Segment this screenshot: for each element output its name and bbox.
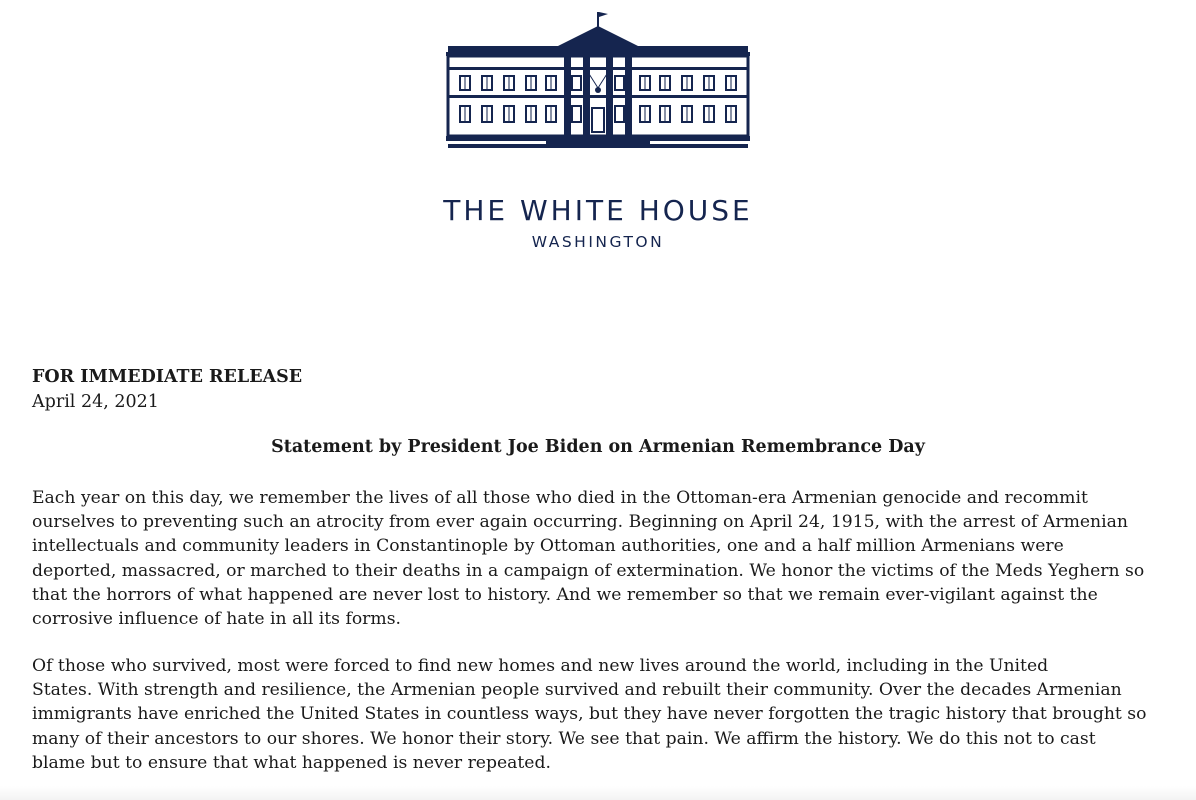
paragraph-line: deported, massacred, or marched to their deaths in a campaign of extermination. We honor the victims of the Meds Yeghern so [32,560,1145,581]
paragraph-line: Each year on this day, we remember the lives of all those who died in the Ottoman-era Armenian genocide and recommit [32,488,1088,508]
page-bottom-edge [0,786,1196,800]
paragraph-line: that the horrors of what happened are never lost to history. And we remember so that we remain ever-vigilant against the [32,584,1098,605]
paragraph-line: corrosive influence of hate in all its forms. [32,609,401,630]
release-label: FOR IMMEDIATE RELEASE [32,367,303,387]
letterhead-subtitle: WASHINGTON [531,233,665,251]
white-house-building-icon [446,12,750,152]
statement-paragraph-2 [32,654,1164,775]
paragraph-line: States. With strength and resilience, the Armenian people survived and rebuilt their community. Over the decades Armenian [32,680,1122,701]
paragraph-line: ourselves to preventing such an atrocity from ever again occurring. Beginning on April 24, 1915, with the arrest of Armenian [32,512,1128,533]
paragraph-line: immigrants have enriched the United States in countless ways, but they have never forgotten the tragic history that brought so [32,704,1147,725]
letterhead-title: THE WHITE HOUSE [443,194,753,227]
statement-title: Statement by President Joe Biden on Armenian Remembrance Day [271,437,925,457]
paragraph-line: blame but to ensure that what happened is never repeated. [32,752,551,773]
paragraph-line: many of their ancestors to our shores. We honor their story. We see that pain. We affirm the history. We do this not to cast [32,728,1096,749]
paragraph-line: intellectuals and community leaders in Constantinople by Ottoman authorities, one and a half million Armenians were [32,536,1064,557]
statement-paragraph-1 [32,486,1164,631]
paragraph-line: Of those who survived, most were forced to find new homes and new lives around the world, including in the United [32,656,1049,676]
release-date: April 24, 2021 [32,392,159,412]
